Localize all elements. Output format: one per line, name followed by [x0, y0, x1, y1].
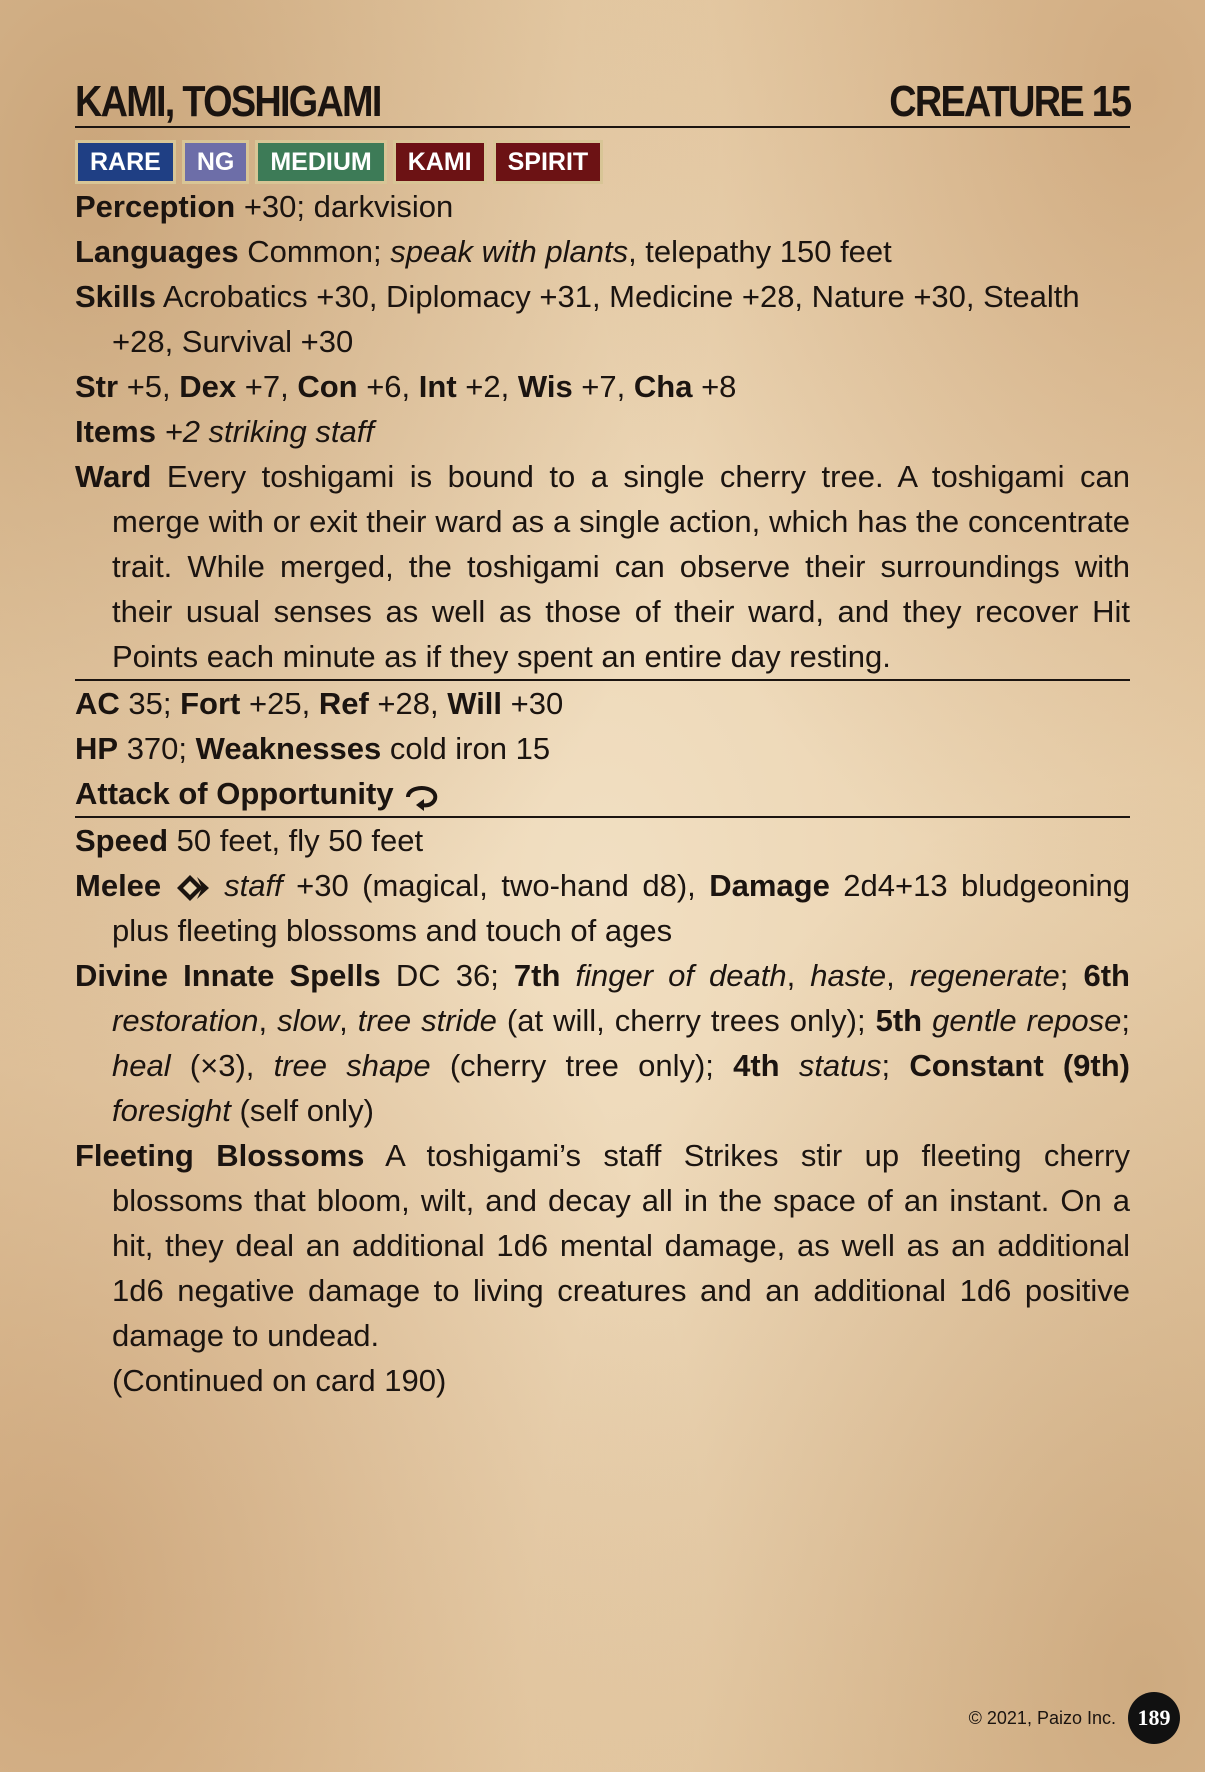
- trait-alignment: NG: [182, 140, 250, 184]
- hp-label: HP: [75, 731, 119, 766]
- stat-block: [75, 68, 1130, 1403]
- trait-list: [75, 140, 1130, 184]
- weaknesses-value: cold iron 15: [381, 731, 551, 766]
- melee-damage: 2d4+13 bludgeoning plus fleeting blossoms and touch of ages: [112, 868, 1130, 948]
- fort-label: Fort: [180, 686, 241, 721]
- sep-3: ;: [1059, 958, 1084, 993]
- fleeting-blossoms-label: Fleeting Blossoms: [75, 1138, 365, 1173]
- hp-line: [75, 726, 1130, 771]
- trait-size: MEDIUM: [255, 140, 386, 184]
- ref-value: +28,: [368, 686, 448, 721]
- reaction-icon: [402, 781, 442, 811]
- ward-line: [75, 454, 1130, 679]
- page-number: 189: [1128, 1692, 1180, 1744]
- rank-7: 7th: [513, 958, 561, 993]
- languages-line: [75, 229, 1130, 274]
- tree-stride-note: (at will, cherry trees only);: [496, 1003, 876, 1038]
- speed-label: Speed: [75, 823, 169, 858]
- spell-heal: heal: [112, 1048, 171, 1083]
- continued-note: (Continued on card 190): [112, 1363, 447, 1398]
- rank-constant: Constant (9th): [909, 1048, 1131, 1083]
- fleeting-blossoms-line: [75, 1133, 1130, 1358]
- sep-5: ,: [339, 1003, 358, 1038]
- spells-label: Divine Innate Spells: [75, 958, 381, 993]
- dex-value: +7,: [236, 369, 298, 404]
- items-value: +2 striking staff: [155, 414, 374, 449]
- spell-finger-of-death: finger of death: [575, 958, 787, 993]
- aoo-label: Attack of Opportunity: [75, 776, 394, 811]
- ward-label: Ward: [75, 459, 152, 494]
- foresight-note: (self only): [230, 1093, 374, 1128]
- languages-a: Common;: [238, 234, 391, 269]
- items-line: [75, 409, 1130, 454]
- spell-regenerate: regenerate: [909, 958, 1060, 993]
- spell-gentle-repose: gentle repose: [932, 1003, 1122, 1038]
- dex-label: Dex: [179, 369, 237, 404]
- int-value: +2,: [456, 369, 518, 404]
- aoo-line: [75, 771, 1130, 816]
- sep-6: ;: [1121, 1003, 1130, 1038]
- trait-kami: KAMI: [393, 140, 487, 184]
- melee-weapon: staff: [224, 868, 283, 903]
- ac-value: 35;: [119, 686, 181, 721]
- skills-label: Skills: [75, 279, 156, 314]
- spell-haste: haste: [810, 958, 887, 993]
- trait-spirit: SPIRIT: [493, 140, 604, 184]
- spell-tree-stride: tree stride: [357, 1003, 497, 1038]
- title-row: [75, 68, 1130, 128]
- spell-foresight: foresight: [112, 1093, 231, 1128]
- melee-label: Melee: [75, 868, 162, 903]
- creature-name: KAMI, TOSHIGAMI: [75, 77, 381, 126]
- wis-label: Wis: [517, 369, 573, 404]
- speed-value: 50 feet, fly 50 feet: [168, 823, 424, 858]
- spell-status: status: [798, 1048, 882, 1083]
- will-label: Will: [447, 686, 503, 721]
- items-label: Items: [75, 414, 156, 449]
- will-value: +30: [502, 686, 564, 721]
- rank-5: 5th: [875, 1003, 923, 1038]
- rank-4: 4th: [733, 1048, 780, 1083]
- spell-tree-shape: tree shape: [273, 1048, 431, 1083]
- cha-value: +8: [692, 369, 737, 404]
- sep-2: ,: [886, 958, 910, 993]
- hp-value: 370;: [118, 731, 196, 766]
- melee-attack: +30 (magical, two-hand d8),: [282, 868, 710, 903]
- weaknesses-label: Weaknesses: [195, 731, 382, 766]
- stat-lines: [75, 184, 1130, 1403]
- melee-line: [75, 863, 1130, 953]
- heal-note: (×3),: [170, 1048, 274, 1083]
- speed-line: [75, 818, 1130, 863]
- damage-label: Damage: [709, 868, 830, 903]
- ref-label: Ref: [318, 686, 369, 721]
- perception-line: [75, 184, 1130, 229]
- wis-value: +7,: [572, 369, 634, 404]
- languages-label: Languages: [75, 234, 239, 269]
- perception-label: Perception: [75, 189, 236, 224]
- con-value: +6,: [357, 369, 419, 404]
- sep-1: ,: [786, 958, 811, 993]
- languages-b: speak with plants: [390, 234, 629, 269]
- con-label: Con: [297, 369, 358, 404]
- spells-line: [75, 953, 1130, 1133]
- cha-label: Cha: [633, 369, 693, 404]
- spells-dc: DC 36;: [380, 958, 514, 993]
- fleeting-blossoms-text: A toshigami’s staff Strikes stir up fleeting cherry blossoms that bloom, wilt, and decay all in the space of an instant. On a hit, they deal an additional 1d6 mental damage, as well as an additional 1d6 negative damage to living creatures and an additional 1d6 positive damage to undead.: [112, 1138, 1130, 1353]
- languages-c: , telepathy 150 feet: [628, 234, 892, 269]
- ac-line: [75, 681, 1130, 726]
- spell-restoration: restoration: [112, 1003, 259, 1038]
- rank-6: 6th: [1083, 958, 1130, 993]
- sep-4: ,: [258, 1003, 278, 1038]
- str-value: +5,: [118, 369, 180, 404]
- creature-level: CREATURE 15: [888, 77, 1130, 126]
- fort-value: +25,: [240, 686, 319, 721]
- skills-line: [75, 274, 1130, 364]
- int-label: Int: [418, 369, 457, 404]
- ward-text: Every toshigami is bound to a single cherry tree. A toshigami can merge with or exit their ward as a single action, which has the concentrate trait. While merged, the toshigami can observe their surroundings with their usual senses as well as those of their ward, and they recover Hit Points each minute as if they spent an entire day resting.: [112, 459, 1130, 674]
- single-action-icon: [175, 873, 211, 903]
- str-label: Str: [75, 369, 119, 404]
- ability-line: [75, 364, 1130, 409]
- skills-value: Acrobatics +30, Diplomacy +31, Medicine +28, Nature +30, Stealth +28, Survival +30: [112, 279, 1080, 359]
- copyright: © 2021, Paizo Inc.: [968, 1707, 1116, 1728]
- tree-shape-note: (cherry tree only);: [430, 1048, 734, 1083]
- perception-value: +30; darkvision: [235, 189, 454, 224]
- trait-rare: RARE: [75, 140, 176, 184]
- footer: [969, 1692, 1180, 1744]
- ac-label: AC: [75, 686, 120, 721]
- sep-7: ;: [881, 1048, 910, 1083]
- spell-slow: slow: [277, 1003, 340, 1038]
